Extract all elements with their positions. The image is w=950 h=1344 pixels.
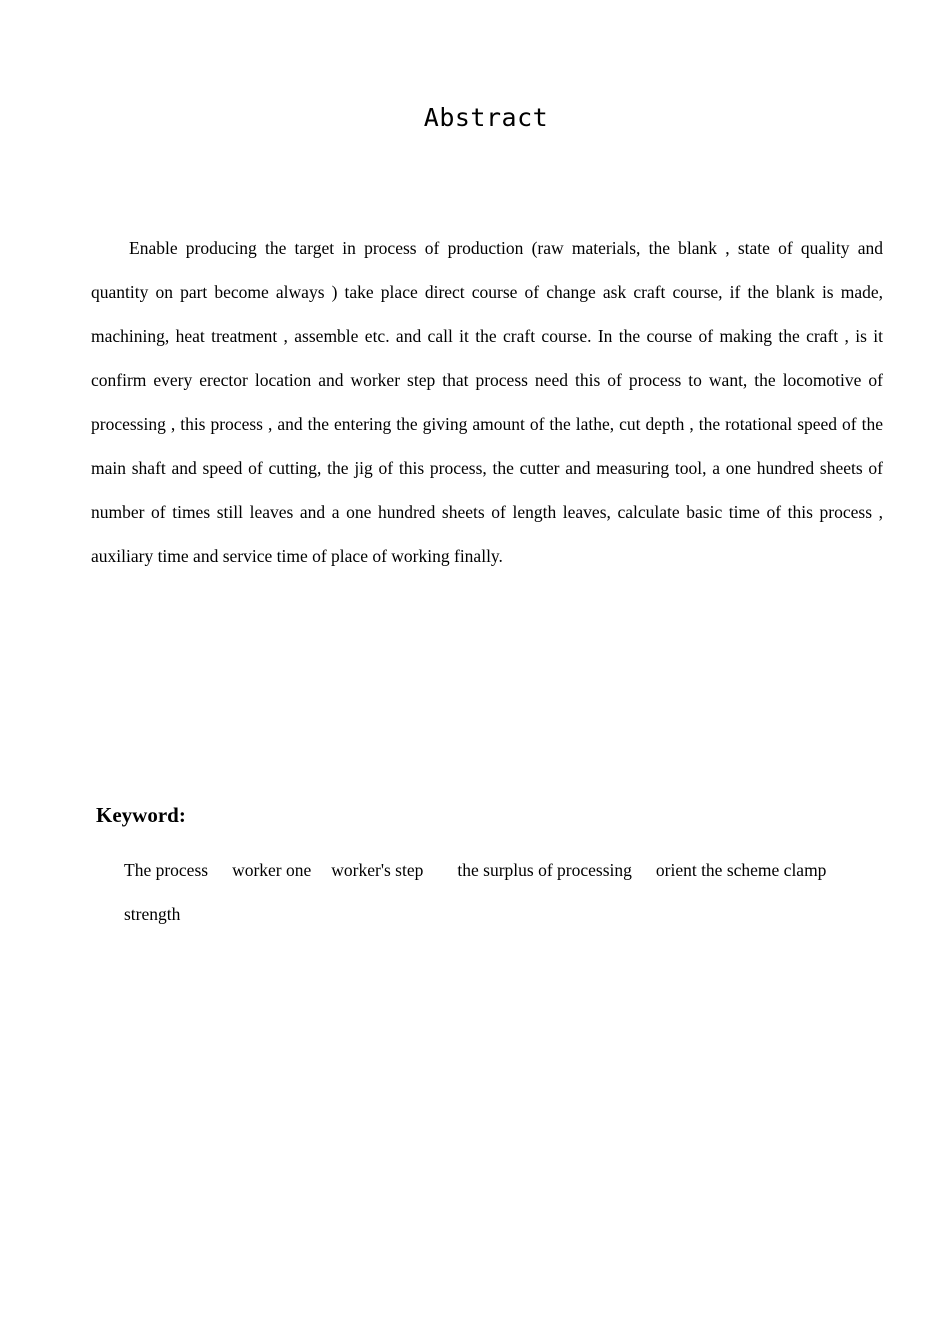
keyword-item: worker one <box>232 860 312 880</box>
keyword-item: worker's step <box>331 860 424 880</box>
keyword-list <box>124 848 884 936</box>
keyword-item: orient the scheme clamp <box>655 860 827 880</box>
keyword-item: strength <box>124 904 181 924</box>
page-title: Abstract <box>423 103 549 132</box>
keyword-heading: Keyword: <box>96 803 186 827</box>
keyword-item: The process <box>124 860 209 880</box>
abstract-paragraph: Enable producing the target in process of production (raw materials, the blank , state of quality and quantity on part become always ) take place direct course of change ask craft course, if the blank is made, machining, heat treatment , assemble etc. and call it the craft course. In the course of making the craft , is it confirm every erector location and worker step that process need this of process to want, the locomotive of processing , this process , and the entering the giving amount of the lathe, cut depth , the rotational speed of the main shaft and speed of cutting, the jig of this process, the cutter and measuring tool, a one hundred sheets of number of times still leaves and a one hundred sheets of length leaves, calculate basic time of this process , auxiliary time and service time of place of working finally. <box>91 238 883 566</box>
keyword-item: the surplus of processing <box>457 860 632 880</box>
